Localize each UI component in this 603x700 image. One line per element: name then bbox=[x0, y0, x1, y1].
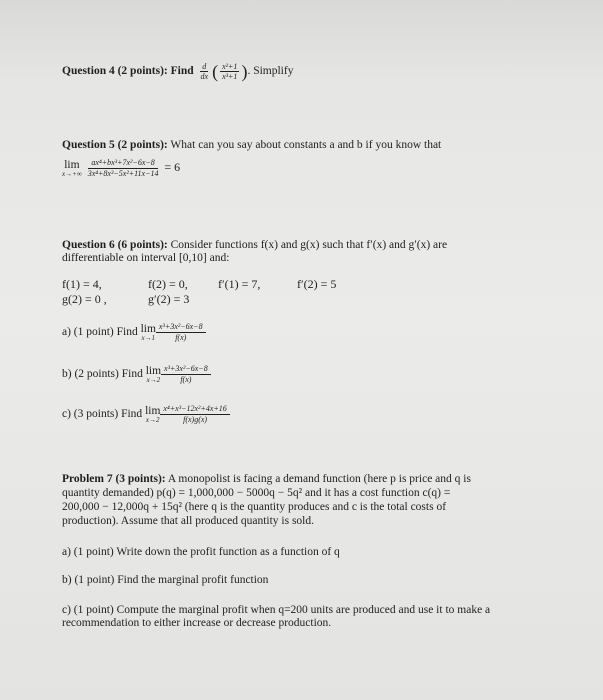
question-6-line1: Consider functions f(x) and g(x) such that f′(x) and g′(x) are bbox=[170, 239, 448, 251]
problem-7b: b) (1 point) Find the marginal profit function bbox=[62, 574, 269, 586]
given-g2: g(2) = 0 , bbox=[62, 292, 107, 306]
given-fp2: f′(2) = 5 bbox=[297, 277, 337, 291]
question-4-fraction: $\frac{\text{x²+1}}{\text{x³+1}}$ bbox=[222, 62, 238, 81]
question-5-limit bbox=[62, 158, 180, 179]
question-6 bbox=[62, 238, 447, 252]
problem-7-heading: Problem 7 (3 points): bbox=[62, 473, 166, 485]
question-5 bbox=[62, 138, 441, 152]
limit-value: = 6 bbox=[164, 160, 181, 175]
problem-7: Problem 7 (3 points): A monopolist is facing a demand function (here p is price and q is bbox=[62, 473, 471, 485]
question-6c: c) (3 points) Find lim x→2 $\frac{\text{x⁴+x³−12x²+4x+16}}{f(x)g(x)}$ bbox=[62, 404, 230, 425]
question-5-fraction: $\frac{\text{ax⁴+bx³+7x²−6x−8}}{\text{3x⁴+8x³−5x²+11x−14}}$ bbox=[87, 158, 159, 178]
problem-7c-line2: recommendation to either increase or decrease production. bbox=[62, 617, 332, 629]
question-6-heading: Question 6 (6 points): bbox=[62, 239, 168, 251]
given-gp2: g′(2) = 3 bbox=[148, 292, 190, 306]
question-4-find: Find bbox=[170, 65, 194, 78]
problem-7a: a) (1 point) Write down the profit function as a function of q bbox=[62, 546, 340, 558]
question-6b: b) (2 points) Find lim x→2 $\frac{\text{x³+3x²−6x−8}}{f(x)}$ bbox=[62, 364, 211, 385]
limit-subscript: x→+∞ bbox=[62, 169, 82, 178]
question-6a: a) (1 point) Find lim x→1 $\frac{\text{x³+3x²−6x−8}}{f(x)}$ bbox=[62, 322, 206, 343]
question-6a-fraction: $\frac{\text{x³+3x²−6x−8}}{f(x)}$ bbox=[156, 322, 206, 343]
problem-7-line2: quantity demanded) p(q) = 1,000,000 − 5000q − 5q² and it has a cost function c(q) = bbox=[62, 487, 451, 499]
question-5-text: What can you say about constants a and b if you know that bbox=[170, 139, 442, 151]
question-6b-fraction: $\frac{\text{x³+3x²−6x−8}}{f(x)}$ bbox=[161, 364, 211, 385]
question-4: Question 4 (2 points): Find $\frac{d}{dx}$ ( $\frac{\text{x²+1}}{\text{x³+1}}$ ). Simplify bbox=[62, 61, 294, 82]
problem-7-line3: 200,000 − 12,000q + 15q² (here q is the quantity produces and c is the total costs of bbox=[62, 501, 447, 513]
question-4-heading: Question 4 (2 points): bbox=[62, 65, 168, 78]
given-f1: f(1) = 4, bbox=[62, 277, 102, 291]
question-6-line2: differentiable on interval [0,10] and: bbox=[62, 252, 230, 264]
question-6c-fraction: $\frac{\text{x⁴+x³−12x²+4x+16}}{f(x)g(x)}$ bbox=[160, 404, 229, 425]
question-4-tail: . Simplify bbox=[247, 65, 294, 78]
given-f2: f(2) = 0, bbox=[148, 277, 188, 291]
given-fp1: f′(1) = 7, bbox=[218, 277, 261, 291]
problem-7-line4: production). Assume that all produced quantity is sold. bbox=[62, 515, 315, 527]
derivative-operator: $\frac{d}{dx}$ bbox=[200, 62, 209, 81]
limit-word: lim bbox=[64, 158, 80, 171]
problem-7c-line1: c) (1 point) Compute the marginal profit when q=200 units are produced and use it to make a bbox=[62, 604, 491, 616]
question-5-heading: Question 5 (2 points): bbox=[62, 139, 168, 151]
